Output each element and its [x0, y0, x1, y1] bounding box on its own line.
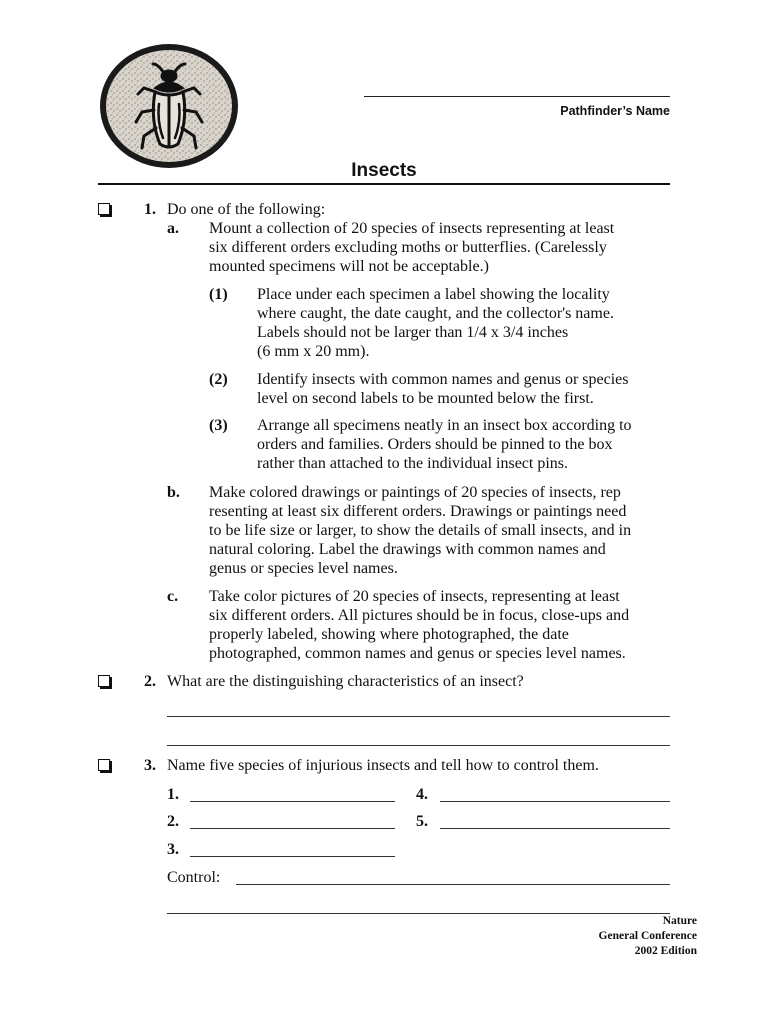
q3-item-1-marker: 1. [167, 786, 179, 803]
q3-item-3-line[interactable] [190, 856, 395, 857]
q1-number: 1. [144, 201, 156, 218]
q1a-text: Mount a collection of 20 species of insects representing at least six different orders excluding moths or butterflies. (Carelessly mounted specimens will not be acceptable.) [209, 220, 615, 275]
q1b-text: Make colored drawings or paintings of 20 species of insects, rep resenting at least six different orders. Drawings or paintings need to be life size or larger, to show the details of small insects, and in natural coloring. Label the drawings with common names and genus or species level names. [209, 484, 632, 577]
q2-checkbox[interactable] [98, 675, 110, 687]
q3-number: 3. [144, 757, 156, 774]
q3-control-line-2[interactable] [167, 913, 670, 914]
pathfinder-name-label: Pathfinder’s Name [560, 104, 670, 118]
footer-line-conference: General Conference [598, 930, 697, 942]
q1a-1-marker: (1) [209, 286, 228, 303]
q1a-3-marker: (3) [209, 417, 228, 434]
q1c-text: Take color pictures of 20 species of insects, representing at least six different orders. All pictures should be in focus, close-ups and properly labeled, showing where photographed, the date photographed, common names and genus or species level names. [209, 588, 630, 662]
footer-line-nature: Nature [662, 915, 697, 927]
q1b-marker: b. [167, 484, 180, 501]
q3-item-3-marker: 3. [167, 841, 179, 858]
q1a-3-text: Arrange all specimens neatly in an insect box according to orders and families. Orders should be pinned to the box rather than attached to the individual insect pins. [257, 417, 632, 472]
q3-item-1-line[interactable] [190, 801, 395, 802]
q2-answer-line-2[interactable] [167, 745, 670, 746]
q2-text: What are the distinguishing characteristics of an insect? [167, 673, 524, 690]
footer-edition [599, 914, 697, 959]
q1a-2-text: Identify insects with common names and genus or species level on second labels to be mounted below the first. [257, 371, 629, 407]
title-divider [98, 183, 670, 185]
pathfinder-name-line[interactable] [364, 96, 670, 97]
footer-line-edition: 2002 Edition [634, 945, 697, 957]
q3-item-4-line[interactable] [440, 801, 670, 802]
q3-control-label: Control: [167, 869, 221, 886]
q3-item-4-marker: 4. [416, 786, 428, 803]
q1a-1-text: Place under each specimen a label showing the locality where caught, the date caught, and the collector's name. Labels should not be larger than 1/4 x 3/4 inches (6 mm x 20 mm). [257, 286, 614, 360]
q3-text: Name five species of injurious insects and tell how to control them. [167, 757, 599, 774]
q1-checkbox[interactable] [98, 203, 110, 215]
q2-answer-line-1[interactable] [167, 716, 670, 717]
q2-number: 2. [144, 673, 156, 690]
insects-honor-badge [98, 42, 240, 170]
q3-control-line-1[interactable] [236, 884, 670, 885]
q3-item-2-marker: 2. [167, 813, 179, 830]
q3-item-5-line[interactable] [440, 828, 670, 829]
q1c-marker: c. [167, 588, 179, 605]
q1a-marker: a. [167, 220, 179, 237]
q1a-2-marker: (2) [209, 371, 228, 388]
q3-item-5-marker: 5. [416, 813, 428, 830]
q1-text: Do one of the following: [167, 201, 326, 218]
q3-item-2-line[interactable] [190, 828, 395, 829]
page-title: Insects [351, 160, 417, 181]
q3-checkbox[interactable] [98, 759, 110, 771]
